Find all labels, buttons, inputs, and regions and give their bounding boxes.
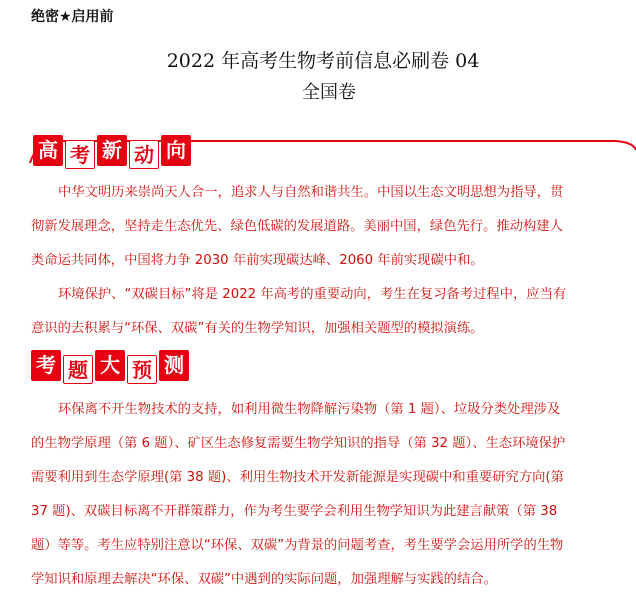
- page-subtitle: 全国卷: [302, 82, 356, 103]
- badge-char: 动: [129, 140, 159, 169]
- text-line: 环境保护、“双碳目标”将是 2022 年高考的重要动向，考生在复习备考过程中，应当有: [58, 287, 567, 302]
- text-line: 学知识和原理去解决“环保、双碳”中遇到的实际问题，加强理解与实践的结合。: [31, 572, 497, 587]
- text-line: 意识的去积累与“环保、双碳”有关的生物学知识，加强相关题型的模拟演练。: [31, 321, 484, 336]
- section-badge-new-trends: [33, 135, 193, 169]
- badge-char: 新: [97, 135, 127, 166]
- page-title: 2022 年高考生物考前信息必刷卷 04: [166, 50, 480, 72]
- section1-text: [31, 176, 571, 346]
- badge-char: 预: [127, 355, 157, 384]
- text-line: 37 题)、双碳目标离不开群策群力，作为考生要学会利用生物学知识为此建言献策（第 38: [31, 504, 558, 519]
- badge-char: 大: [95, 350, 125, 381]
- badge-char: 测: [159, 350, 189, 381]
- badge-char: 高: [33, 135, 63, 166]
- text-line: 的生物学原理（第 6 题）、矿区生态修复需要生物学知识的指导（第 32 题）、生态环境保护: [31, 436, 566, 451]
- badge-char: 题: [63, 355, 93, 384]
- badge-char: 向: [161, 135, 191, 166]
- text-line: 题）等等。考生应特别注意以“环保、双碳”为背景的问题考查，考生要学会运用所学的生物: [31, 538, 564, 553]
- text-line: 需要利用到生态学原理(第 38 题)、利用生物技术开发新能源是实现碳中和重要研究方向(第: [31, 470, 564, 485]
- badge-char: 考: [65, 140, 95, 169]
- text-line: 彻新发展理念，坚持走生态优先、绿色低碳的发展道路。美丽中国，绿色先行。推动构建人: [31, 219, 563, 234]
- text-line: 类命运共同体，中国将力争 2030 年前实现碳达峰、2060 年前实现碳中和。: [31, 253, 484, 268]
- text-line: 中华文明历来崇尚天人合一，追求人与自然和谐共生。中国以生态文明思想为指导，贯: [58, 185, 564, 200]
- section2-text: [31, 393, 571, 597]
- confidential-label: 绝密★启用前: [31, 9, 114, 25]
- section-badge-predictions: [31, 350, 191, 384]
- badge-char: 考: [31, 350, 61, 381]
- text-line: 环保离不开生物技术的支持，如利用微生物降解污染物（第 1 题）、垃圾分类处理涉及: [58, 402, 561, 417]
